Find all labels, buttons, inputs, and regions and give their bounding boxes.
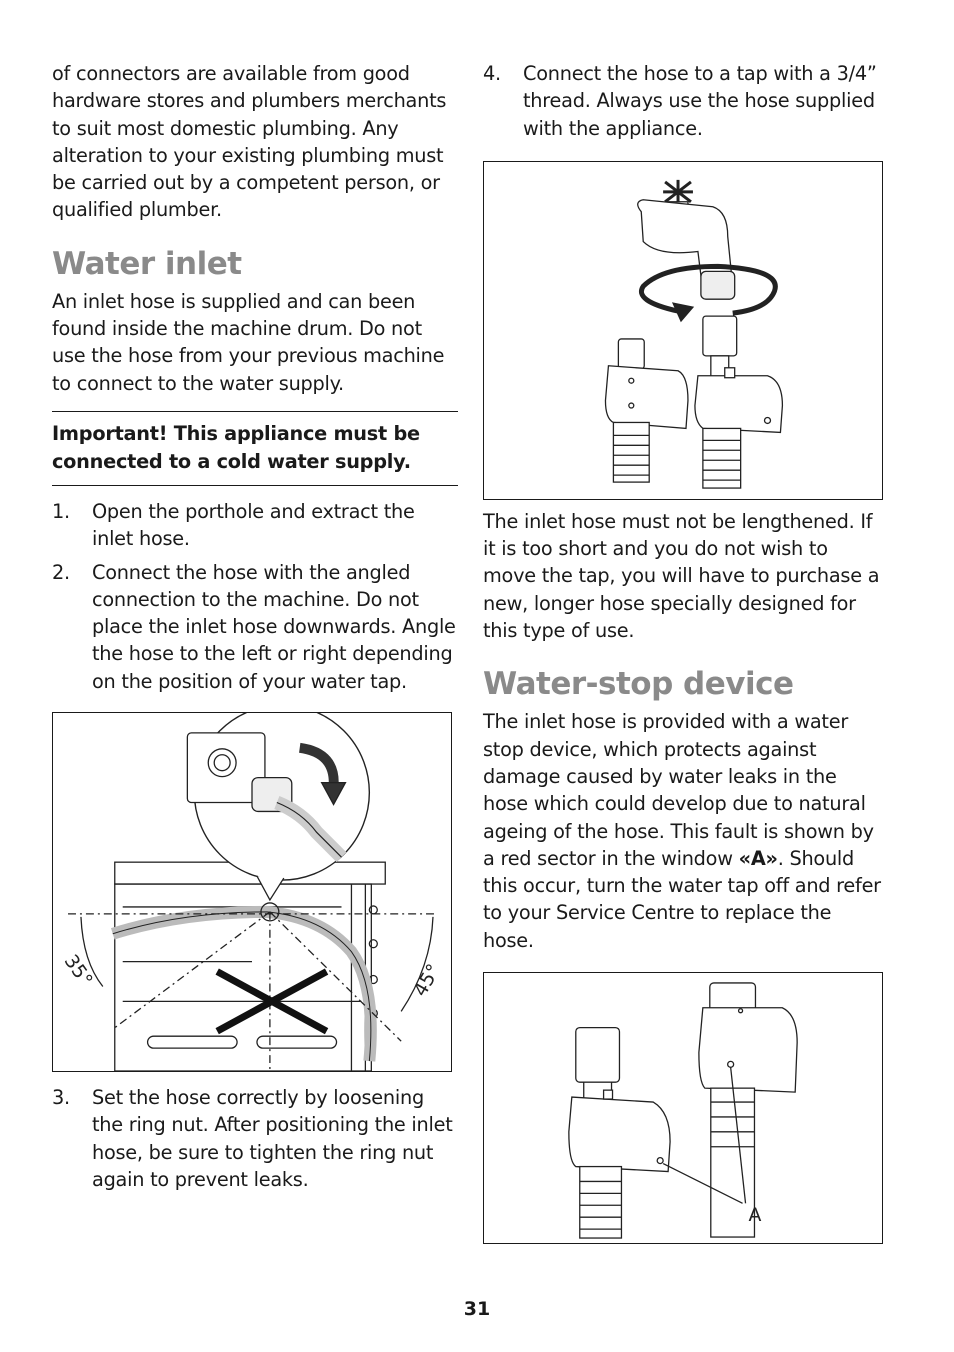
- window-a-label: «A»: [738, 846, 778, 870]
- step-2: [52, 559, 458, 695]
- step-4: [483, 60, 883, 142]
- tap-connection-illustration: [484, 162, 882, 499]
- angle-45-label: 45°: [409, 960, 446, 1001]
- water-inlet-heading: Water inlet: [52, 245, 242, 282]
- water-stop-heading: Water-stop device: [483, 666, 794, 703]
- page-number: 31: [463, 1298, 491, 1320]
- left-column: [52, 60, 458, 1193]
- intro-paragraph: of connectors are available from good hardware stores and plumbers merchants to suit most domestic plumbing. Any alteration to your existing plumbing must be carried out by a competent person, or qualified plumber.: [52, 62, 447, 222]
- tap-connection-figure: [483, 161, 883, 500]
- right-column: [483, 60, 883, 1244]
- steps-list-3: [52, 1084, 458, 1193]
- hose-angle-illustration: [53, 713, 451, 1071]
- step-1-text: Open the porthole and extract the inlet hose.: [92, 499, 415, 551]
- hose-angle-figure: [52, 712, 452, 1072]
- water-stop-text-part1: The inlet hose is provided with a water stop device, which protects against damage caused by water leaks in the hose which could develop due to natural ageing of the hose. This fault is shown by a red sector in the window: [483, 710, 874, 870]
- step-1-number: 1.: [52, 499, 70, 523]
- step-2-number: 2.: [52, 560, 70, 584]
- step-1: [52, 498, 458, 553]
- important-notice: [52, 411, 458, 486]
- water-stop-paragraph: [483, 708, 883, 954]
- steps-list-4: [483, 60, 883, 142]
- step-3: [52, 1084, 458, 1193]
- step-4-number: 4.: [483, 62, 501, 85]
- step-4-text: Connect the hose to a tap with a 3/4” thread. Always use the hose supplied with the appliance.: [523, 62, 877, 140]
- figure-label-a: A: [748, 1204, 762, 1227]
- step-3-text: Set the hose correctly by loosening the ring nut. After positioning the inlet hose, be sure to tighten the ring nut again to prevent leaks.: [92, 1086, 453, 1191]
- step-3-number: 3.: [52, 1086, 70, 1110]
- water-stop-illustration: [484, 973, 882, 1243]
- water-inlet-paragraph: An inlet hose is supplied and can been found inside the machine drum. Do not use the hose from your previous machine to connect to the water supply.: [52, 289, 445, 395]
- important-text: Important! This appliance must be connected to a cold water supply.: [52, 421, 420, 473]
- hose-length-paragraph: The inlet hose must not be lengthened. If it is too short and you do not wish to move the tap, you will have to purchase a new, longer hose specially designed for this type of use.: [483, 509, 880, 643]
- steps-list-1-2: [52, 498, 458, 695]
- angle-35-label: 35°: [59, 950, 97, 991]
- step-2-text: Connect the hose with the angled connection to the machine. Do not place the inlet hose downwards. Angle the hose to the left or right depending on the position of your water tap.: [92, 560, 456, 693]
- water-stop-text-part2: . Should this occur, turn the water tap off and refer to your Service Centre to replace the hose.: [483, 846, 881, 952]
- water-stop-figure: [483, 972, 883, 1244]
